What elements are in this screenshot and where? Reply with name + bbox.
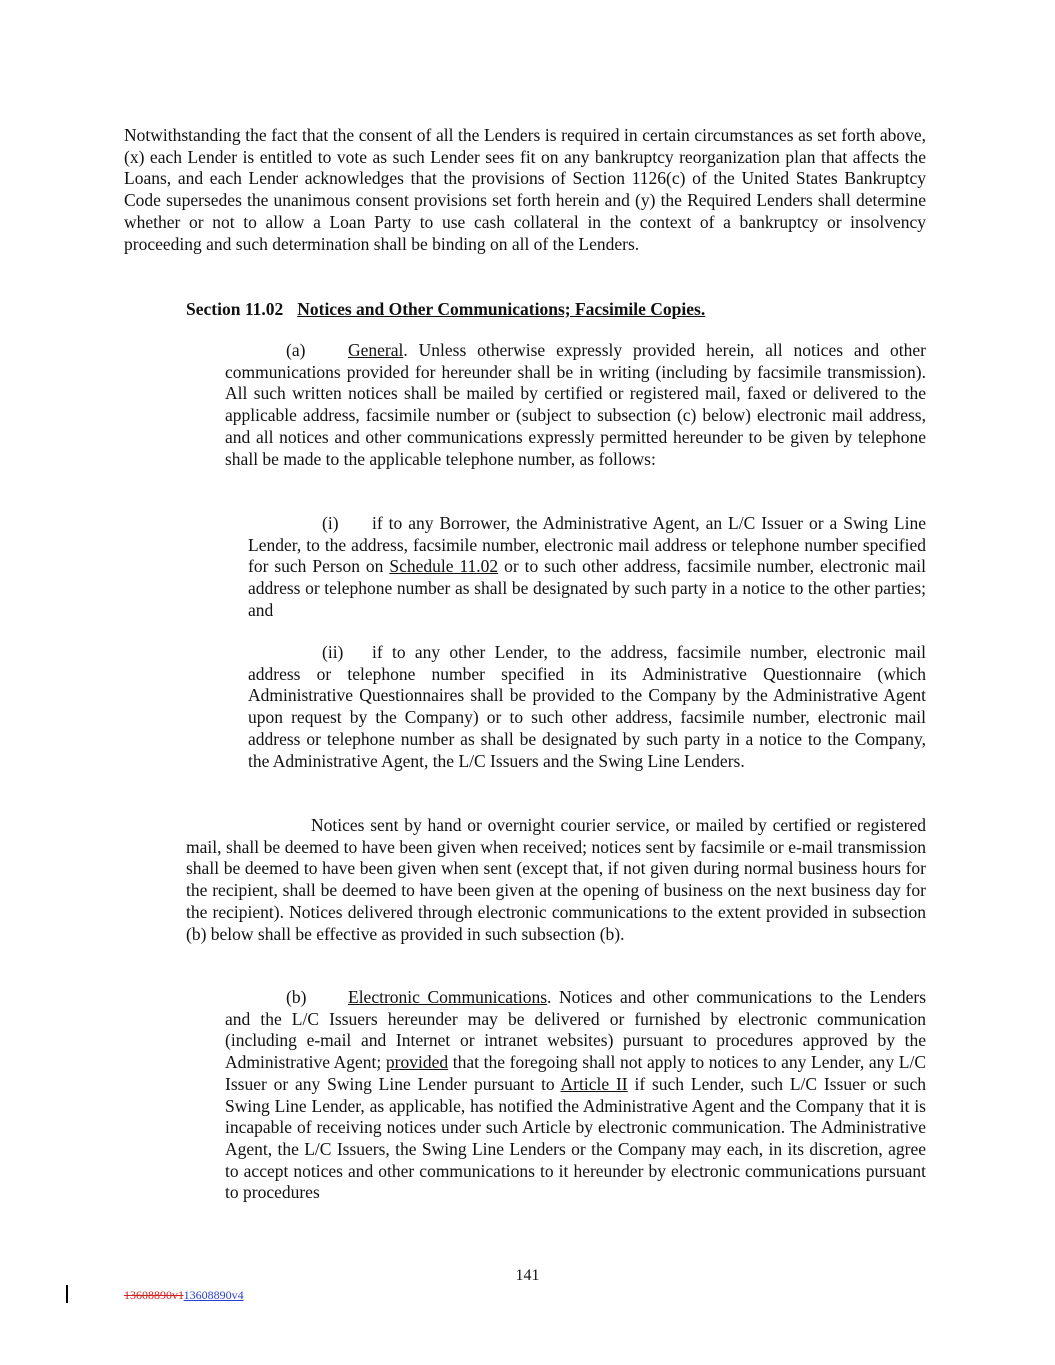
paragraph-a bbox=[225, 340, 926, 470]
paragraph-a-label: (a) bbox=[286, 340, 306, 360]
paragraph-i bbox=[248, 513, 926, 622]
paragraph-b-text-2: that the foregoing shall not apply to notices to any Lender, any L/C Issuer or any Swing Line Lender pursuant to bbox=[225, 1052, 926, 1094]
paragraph-i-label: (i) bbox=[322, 513, 339, 533]
document-id bbox=[124, 1288, 244, 1303]
paragraph-b-heading: Electronic Communications bbox=[348, 987, 548, 1007]
provided-term: provided bbox=[385, 1052, 449, 1073]
notices-text: Notices sent by hand or overnight courier service, or mailed by certified or registered mail, shall be deemed to have been given when received; notices sent by facsimile or e-mail transmission shall be deemed to have been given when sent (except that, if not given during normal business hours for the recipient, shall be deemed to have been given at the opening of business on the next business day for the recipient). Notices delivered through electronic communications to the extent provided in subsection (b) below shall be effective as provided in such subsection (b). bbox=[186, 815, 926, 944]
paragraph-a-text: . Unless otherwise expressly provided herein, all notices and other communications provided for hereunder shall be in writing (including by facsimile transmission). All such written notices shall be mailed by certified or registered mail, faxed or delivered to the applicable address, facsimile number or (subject to subsection (c) below) electronic mail address, and all notices and other communications expressly permitted hereunder to be given by telephone shall be made to the applicable telephone number, as follows: bbox=[225, 340, 926, 469]
paragraph-b-text-1: . Notices and other communications to the Lenders and the L/C Issuers hereunder may be delivered or furnished by electronic communication (including e-mail and Internet or intranet websites) pursuant to procedures approved by the Administrative Agent; bbox=[225, 987, 926, 1073]
document-id-deleted: 13608890v1 bbox=[124, 1288, 184, 1302]
paragraph-ii-label: (ii) bbox=[322, 642, 344, 662]
paragraph-b-text-3: if such Lender, such L/C Issuer or such Swing Line Lender, as applicable, has notified the Administrative Agent and the Company that it is incapable of receiving notices under such Article by electronic communication. The Administrative Agent, the L/C Issuers, the Swing Line Lenders or the Company may each, in its discretion, agree to accept notices and other communications to it hereunder by electronic communications pursuant to procedures bbox=[225, 1073, 927, 1203]
change-bar bbox=[66, 1285, 68, 1303]
paragraph-ii-text: if to any other Lender, to the address, facsimile number, electronic mail address or telephone number specified in its Administrative Questionnaire (which Administrative Questionnaires shall be provided to the Company by the Administrative Agent upon request by the Company) or to such other address, facsimile number, electronic mail address or telephone number as shall be designated by such party in a notice to the Company, the Administrative Agent, the L/C Issuers and the Swing Line Lenders. bbox=[248, 642, 926, 771]
section-heading bbox=[186, 298, 705, 320]
schedule-link: Schedule 11.02 bbox=[389, 556, 499, 577]
section-title: Notices and Other Communications; Facsimile Copies. bbox=[297, 299, 706, 319]
paragraph-ii bbox=[248, 642, 926, 772]
intro-paragraph: Notwithstanding the fact that the consent of all the Lenders is required in certain circumstances as set forth above, (x) each Lender is entitled to vote as such Lender sees fit on any bankruptcy reorganization plan that affects the Loans, and each Lender acknowledges that the provisions of Section 1126(c) of the United States Bankruptcy Code supersedes the unanimous consent provisions set forth herein and (y) the Required Lenders shall determine whether or not to allow a Loan Party to use cash collateral in the context of a bankruptcy or insolvency proceeding and such determination shall be binding on all of the Lenders. bbox=[124, 125, 926, 254]
paragraph-i-text-before: if to any Borrower, the Administrative Agent, an L/C Issuer or a Swing Line Lender, to the address, facsimile number, electronic mail address or telephone number specified for such Person on bbox=[248, 513, 926, 577]
paragraph-i-text-after: or to such other address, facsimile number, electronic mail address or telephone number as shall be designated by such party in a notice to the other parties; and bbox=[248, 556, 926, 620]
article-reference: Article II bbox=[560, 1073, 628, 1094]
notices-paragraph bbox=[186, 815, 926, 945]
page-number: 141 bbox=[515, 1267, 540, 1284]
paragraph-b-label: (b) bbox=[286, 987, 307, 1007]
section-number: Section 11.02 bbox=[186, 299, 284, 319]
paragraph-a-heading: General bbox=[348, 340, 404, 360]
document-id-inserted: 13608890v4 bbox=[183, 1288, 244, 1302]
paragraph-b bbox=[225, 987, 926, 1204]
